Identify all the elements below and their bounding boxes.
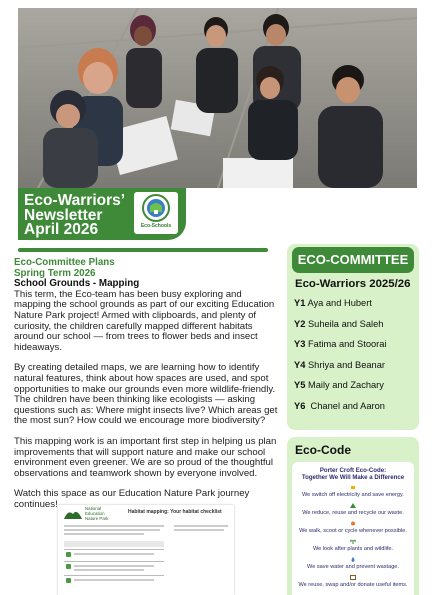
- committee-member: Y2 Suheila and Saleh: [294, 318, 384, 329]
- pledge-item: We reduce, reuse and recycle our waste.: [302, 510, 404, 516]
- nature-park-logo-icon: [62, 507, 84, 521]
- walk-icon: [350, 521, 356, 526]
- section-divider: [18, 248, 268, 252]
- pledge-item: We look after plants and wildlife.: [312, 546, 394, 552]
- article-paragraph-2: By creating detailed maps, we are learning how to identify natural features, think about how spaces are used, and spot opportunities to make our grounds even more wildlife-friendly. The children have been thinking like ecologists — asking questions such as: Where might insects live? Which areas get the most sun? How could we encourage more biodiversity?: [14, 362, 278, 427]
- article-paragraph-1: This term, the Eco-team has been busy exploring and mapping the school grounds as part of our exciting Education Nature Park project! Armed with clipboards, and plenty of curiosity, the children carefully mapped different habitats around our school — from trees to flower beds and insect hideaways.: [14, 288, 275, 353]
- pledge-item: We switch off electricity and save energy.: [302, 492, 404, 498]
- committee-member-list: [294, 298, 416, 421]
- committee-member: Y6 Chanel and Aaron: [294, 400, 385, 411]
- eco-code-header: Eco-Code: [295, 443, 352, 457]
- plug-icon: [350, 485, 356, 490]
- water-icon: [350, 557, 356, 562]
- eco-schools-label: Eco-Schools: [140, 223, 172, 229]
- committee-member: Y3 Fatima and Stoorai: [294, 339, 387, 349]
- swap-icon: [350, 575, 356, 580]
- pledge-item: We save water and prevent wastage.: [307, 564, 399, 570]
- newsletter-banner: [18, 188, 186, 240]
- eco-schools-logo-icon: [134, 192, 178, 224]
- worksheet-org: National Education Nature Park: [85, 506, 109, 521]
- eco-code-panel: [287, 437, 419, 595]
- article: [14, 258, 280, 510]
- eco-committee-panel: [287, 244, 419, 430]
- group-photo-image: [18, 8, 417, 188]
- eco-code-card: [292, 462, 414, 595]
- worksheet-title: Habitat mapping: Your habitat checklist: [128, 509, 222, 515]
- article-paragraph-4: Watch this space as our Education Nature Park journey continues!: [14, 488, 250, 510]
- title-line-2: Newsletter: [24, 206, 103, 224]
- article-section-title: School Grounds - Mapping: [14, 278, 140, 290]
- header-photo: [18, 8, 417, 188]
- article-paragraph-3: This mapping work is an important first step in helping us plan improvements that will support nature and make our school environment even greener. We are so proud of the thoughtful observations and teamwork shown by everyone involved.: [14, 435, 277, 479]
- title-line-1: Eco-Warriors’: [24, 192, 126, 209]
- article-heading: Eco-Committee Plans: [14, 257, 115, 268]
- eco-committee-header: ECO-COMMITTEE: [292, 247, 414, 273]
- worksheet-thumbnail: [58, 505, 234, 595]
- eco-schools-badge: [134, 192, 178, 234]
- committee-member: Y4 Shriya and Beanar: [294, 359, 385, 370]
- newsletter-title: [24, 194, 134, 238]
- title-line-3: April 2026: [24, 221, 99, 238]
- article-subheading: Spring Term 2026: [14, 267, 96, 279]
- committee-member: Y5 Maily and Zachary: [294, 380, 384, 390]
- pledge-item: We walk, scoot or cycle whenever possible.: [299, 528, 407, 534]
- eco-code-card-title: Porter Croft Eco-Code: Together We Will Make a Difference: [301, 467, 405, 482]
- committee-member: Y1 Aya and Hubert: [294, 298, 372, 308]
- recycle-icon: [350, 503, 356, 508]
- pledge-item: We reuse, swap and/or donate useful items.: [298, 582, 408, 588]
- plant-icon: [350, 539, 356, 544]
- eco-committee-subheader: Eco-Warriors 2025/26: [295, 278, 411, 290]
